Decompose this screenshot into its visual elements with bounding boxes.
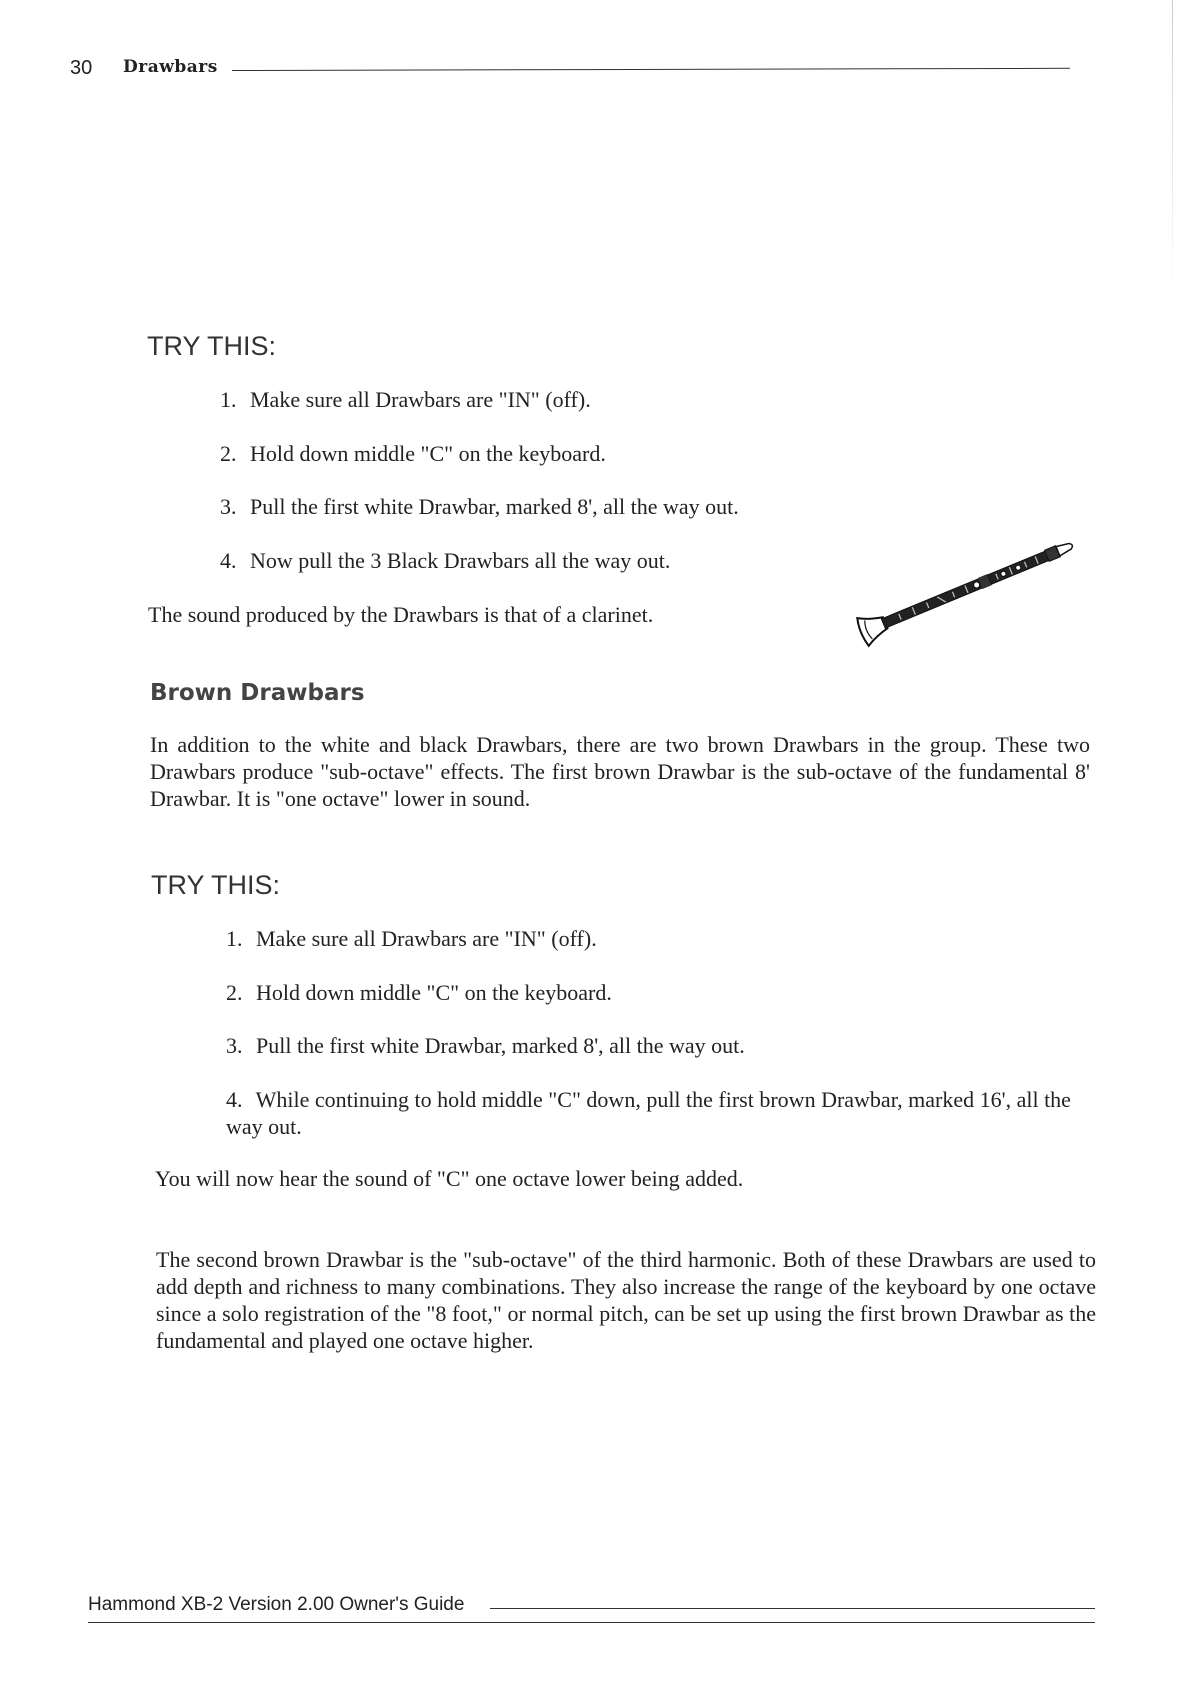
footer-rule [490, 1608, 1095, 1609]
running-title: Drawbars [123, 57, 218, 77]
step-text: Now pull the 3 Black Drawbars all the way out. [250, 548, 671, 573]
step-number: 1. [226, 926, 243, 951]
section-heading: Brown Drawbars [150, 680, 365, 706]
scan-edge [1172, 0, 1173, 300]
step-text: Pull the first white Drawbar, marked 8', all the way out. [256, 1033, 745, 1058]
header-rule [232, 68, 1070, 71]
step-text: Make sure all Drawbars are "IN" (off). [250, 387, 591, 412]
step-item [220, 493, 739, 520]
step-number: 3. [220, 494, 237, 519]
clarinet-illustration [855, 530, 1085, 660]
step-text: Hold down middle "C" on the keyboard. [250, 441, 606, 466]
step-item [220, 547, 670, 574]
step-item [226, 925, 597, 952]
try-this-heading: TRY THIS: [151, 870, 281, 900]
footer-rule [88, 1622, 1095, 1623]
step-item [226, 979, 612, 1006]
result-text: The sound produced by the Drawbars is that of a clarinet. [148, 602, 654, 627]
page-number: 30 [70, 57, 93, 79]
step-text: Pull the first white Drawbar, marked 8', all the way out. [250, 494, 739, 519]
step-number: 2. [220, 441, 237, 466]
step-text: Hold down middle "C" on the keyboard. [256, 980, 612, 1005]
step-item [220, 386, 591, 413]
closing-paragraph: The second brown Drawbar is the "sub-octave" of the third harmonic. Both of these Drawbars are used to add depth and richness to many combinations. They also increase the range of the keyboard by one octave since a solo registration of the "8 foot," or normal pitch, can be set up using the first brown Drawbar as the fundamental and played one octave higher. [156, 1247, 1096, 1353]
step-item [226, 1086, 1086, 1140]
step-text: While continuing to hold middle "C" down, pull the first brown Drawbar, marked 16', all the way out. [226, 1087, 1071, 1139]
step-item [226, 1032, 745, 1059]
try-this-heading: TRY THIS: [147, 331, 277, 361]
clarinet-icon [855, 530, 1085, 660]
step-item [220, 440, 606, 467]
footer-title: Hammond XB-2 Version 2.00 Owner's Guide [88, 1594, 465, 1615]
result-text: You will now hear the sound of "C" one octave lower being added. [155, 1166, 744, 1191]
step-text: Make sure all Drawbars are "IN" (off). [256, 926, 597, 951]
brown-drawbars-paragraph: In addition to the white and black Drawbars, there are two brown Drawbars in the group. These two Drawbars produce "sub-octave" effects. The first brown Drawbar is the sub-octave of the fundamental 8' Drawbar. It is "one octave" lower in sound. [150, 732, 1090, 811]
step-number: 3. [226, 1033, 243, 1058]
step-number: 4. [220, 548, 237, 573]
step-number: 1. [220, 387, 237, 412]
step-number: 4. [226, 1087, 243, 1112]
step-number: 2. [226, 980, 243, 1005]
